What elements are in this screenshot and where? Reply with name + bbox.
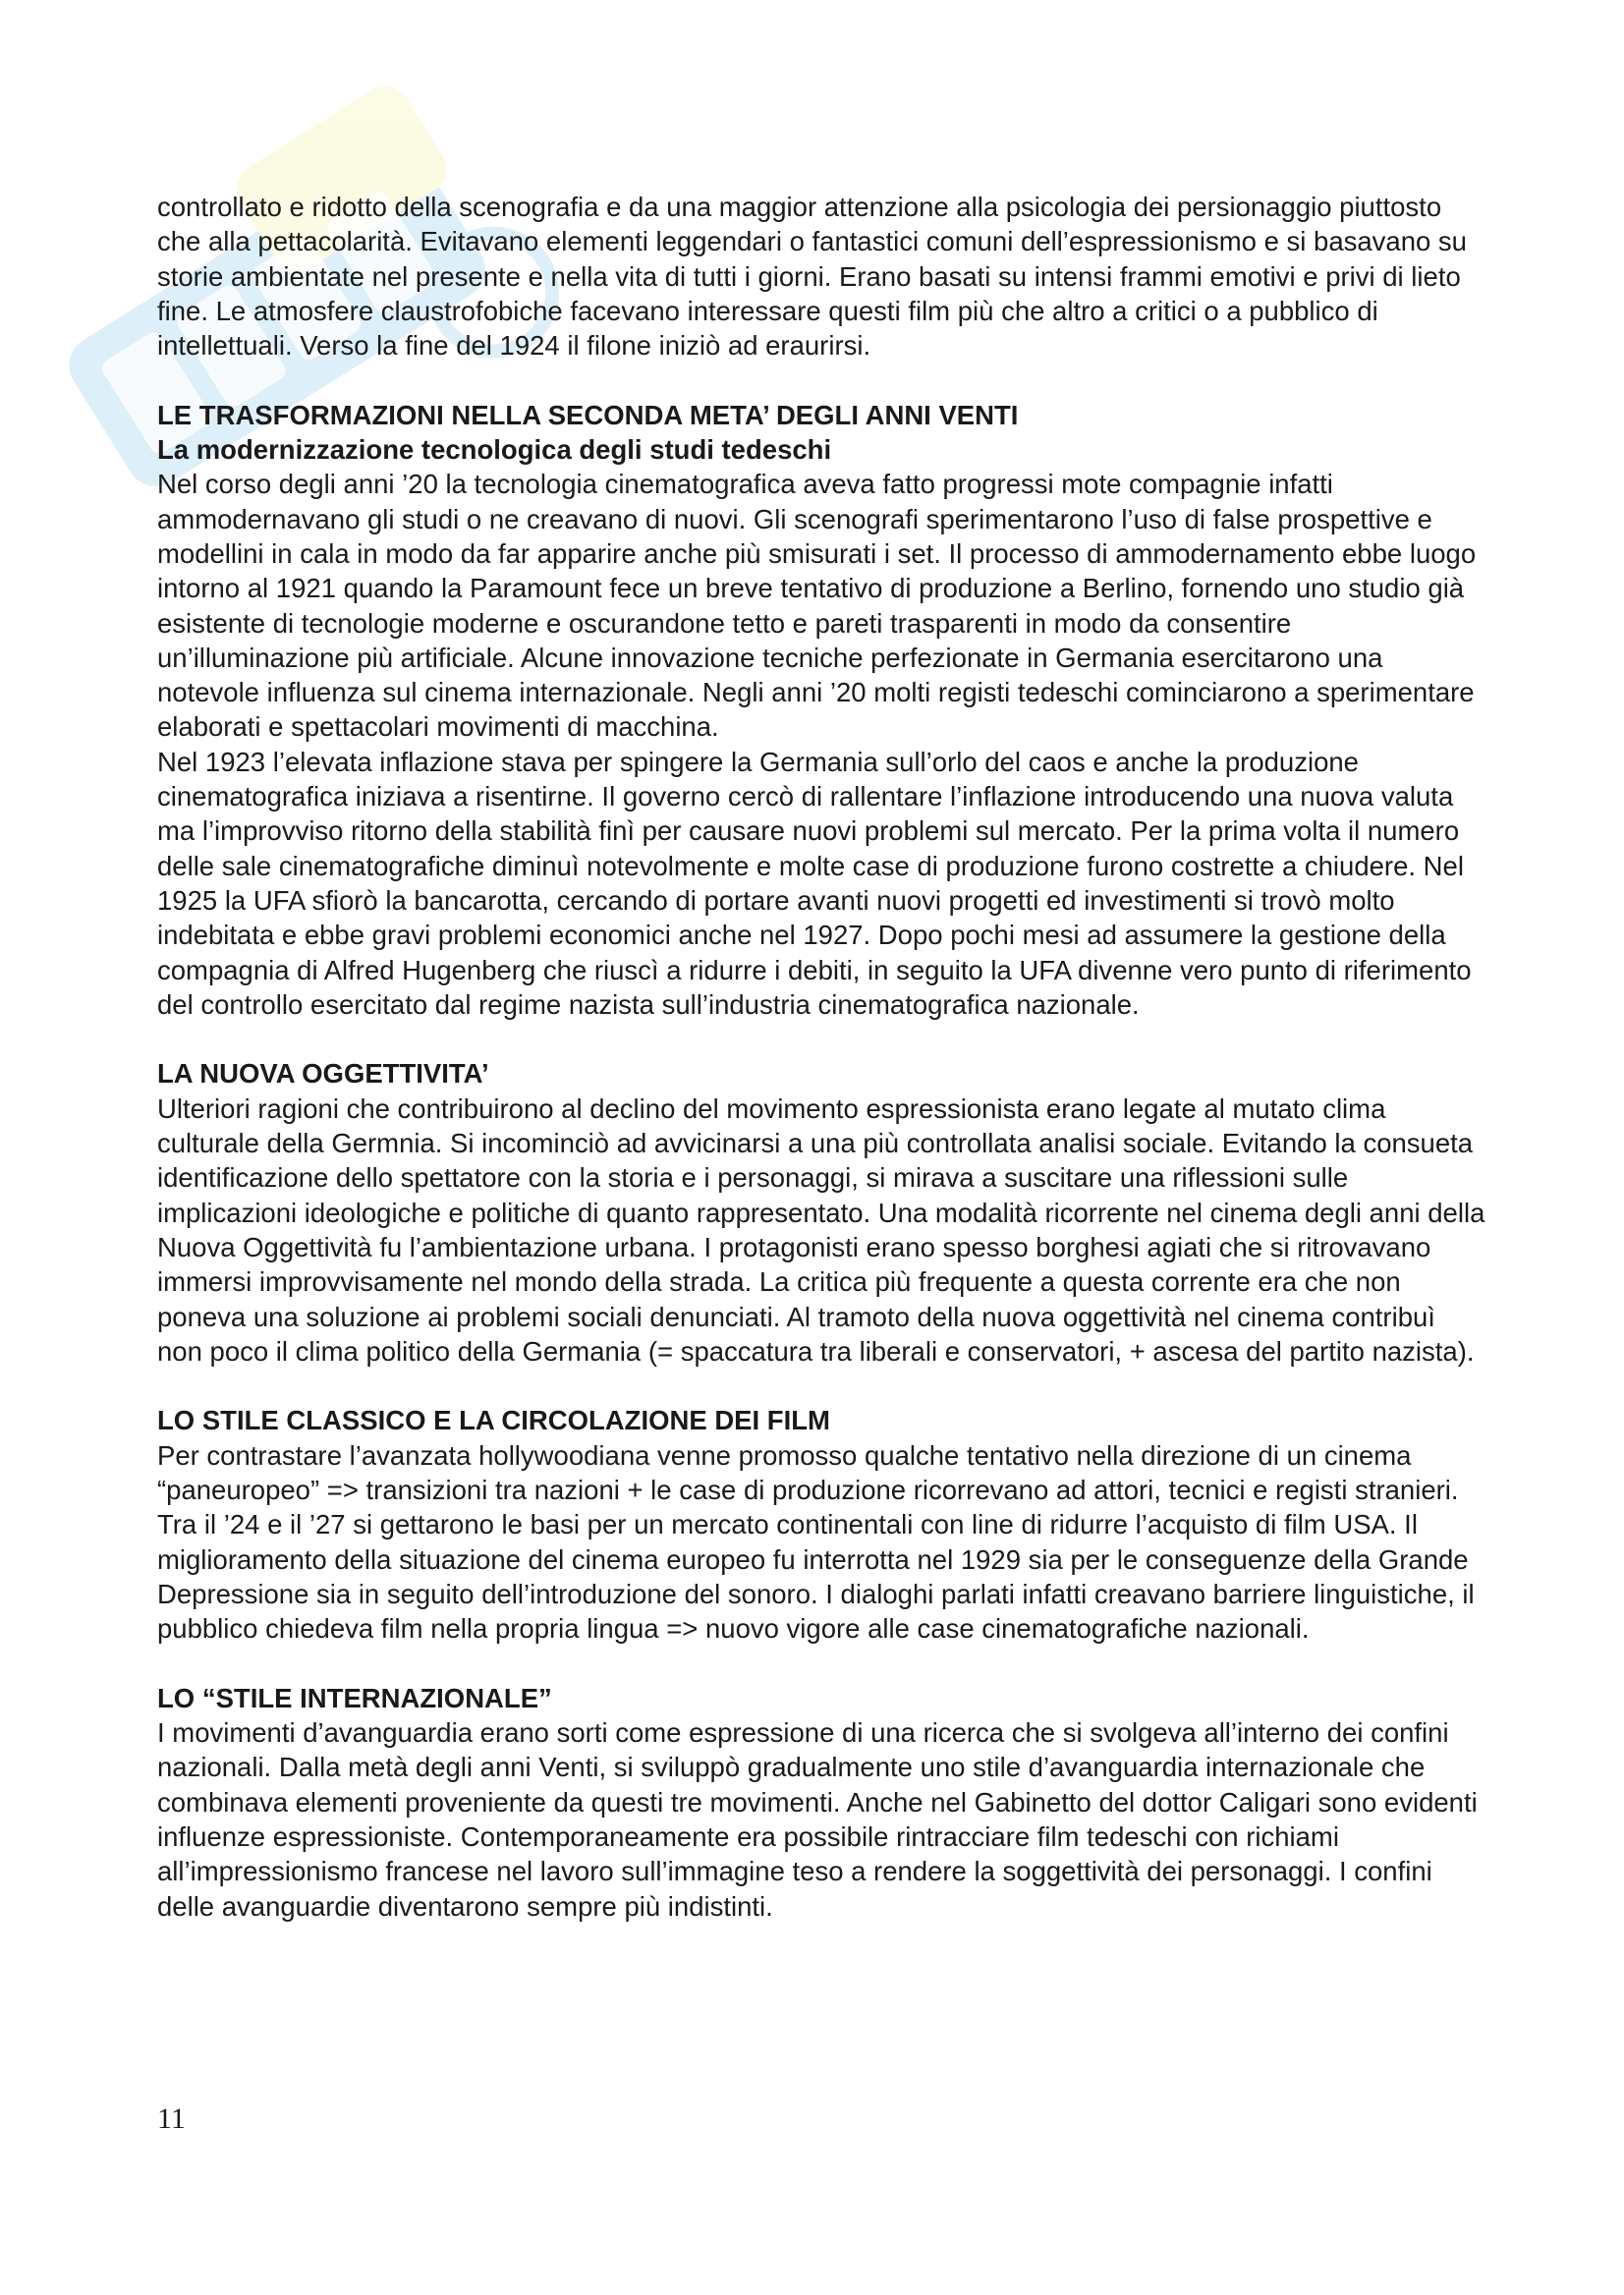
paragraph-inflazione: Nel 1923 l’elevata inflazione stava per spingere la Germania sull’orlo del caos e anche la produzione cinematografica iniziava a risentirne. Il governo cercò di rallentare l’inflazione introducendo una nuova valuta ma l’improvviso ritorno della stabilità finì per causare nuovi problemi sul mercato. Per la prima volta il numero delle sale cinematografiche diminuì notevolmente e molte case di produzione furono costrette a chiudere. Nel 1925 la UFA sfiorò la bancarotta, cercando di portare avanti nuovi progetti ed investimenti si trovò molto indebitata e ebbe gravi problemi economici anche nel 1927. Dopo pochi mesi ad assumere la gestione della compagnia di Alfred Hugenberg che riuscì a ridurre i debiti, in seguito la UFA divenne vero punto di riferimento del controllo esercitato dal regime nazista sull’industria cinematografica nazionale. (157, 746, 1472, 1020)
section-heading-nuova-oggettivita: LA NUOVA OGGETTIVITA’ (157, 1058, 489, 1090)
section-subheading-modernizzazione: La modernizzazione tecnologica degli studi tedeschi (157, 434, 832, 466)
intro-paragraph: controllato e ridotto della scenografia e da una maggior attenzione alla psicologia dei persionaggio piuttosto che alla pettacolarità. Evitavano elementi leggendari o fantastici comuni dell’espressionismo e si basavano su storie ambientate nel presente e nella vita di tutti i giorni. Erano basati su intensi frammi emotivi e privi di lieto fine. Le atmosfere claustrofobiche facevano interessare questi film più che altro a critici o a pubblico di intellettuali. Verso la fine del 1924 il filone iniziò ad eraurirsi. (157, 192, 1467, 362)
paragraph-stile-classico: Per contrastare l’avanzata hollywoodiana venne promosso qualche tentativo nella direzione di un cinema “paneuropeo” => transizioni tra nazioni + le case di produzione ricorrevano ad attori, tecnici e registi stranieri. Tra il ’24 e il ’27 si gettarono le basi per un mercato continentali con line di ridurre l’acquisto di film USA. Il miglioramento della situazione del cinema europeo fu interrotta nel 1929 sia per le conseguenze della Grande Depressione sia in seguito dell’introduzione del sonoro. I dialoghi parlati infatti creavano barriere linguistiche, il pubblico chiedeva film nella propria lingua => nuovo vigore alle case cinematografiche nazionali. (157, 1439, 1475, 1645)
spacer (157, 1646, 1485, 1680)
paragraph-modernizzazione: Nel corso degli anni ’20 la tecnologia cinematografica aveva fatto progressi mote compagnie infatti ammodernavano gli studi o ne creavano di nuovi. Gli scenografi sperimentarono l’uso di false prospettive e modellini in cala in modo da far apparire anche più smisurati i set. Il processo di ammodernamento ebbe luogo intorno al 1921 quando la Paramount fece un breve tentativo di produzione a Berlino, fornendo uno studio già esistente di tecnologie moderne e oscurandone tetto e pareti trasparenti in modo da consentire un’illuminazione più artificiale. Alcune innovazione tecniche perfezionate in Germania esercitarono una notevole influenza sul cinema internazionale. Negli anni ’20 molti registi tedeschi cominciarono a sperimentare elaborati e spettacolari movimenti di macchina. (157, 469, 1477, 743)
section-heading-stile-classico: LO STILE CLASSICO E LA CIRCOLAZIONE DEI FILM (157, 1405, 830, 1436)
spacer (157, 1022, 1485, 1056)
spacer (157, 363, 1485, 397)
paragraph-stile-internazionale: I movimenti d’avanguardia erano sorti come espressione di una ricerca che si svolgeva all’interno dei confini nazionali. Dalla metà degli anni Venti, si sviluppò gradualmente uno stile d’avanguardia internazionale che combinava elementi proveniente da questi tre movimenti. Anche nel Gabinetto del dottor Caligari sono evidenti influenze espressioniste. Contemporaneamente era possibile rintracciare film tedeschi con richiami all’impressionismo francese nel lavoro sull’immagine teso a rendere la soggettività dei personaggi. I confini delle avanguardie diventarono sempre più indistinti. (157, 1717, 1478, 1922)
section-heading-stile-internazionale: LO “STILE INTERNAZIONALE” (157, 1682, 552, 1713)
document-body (157, 190, 1485, 1924)
spacer (157, 1369, 1485, 1403)
paragraph-nuova-oggettivita: Ulteriori ragioni che contribuirono al declino del movimento espressionista erano legate al mutato clima culturale della Germnia. Si incominciò ad avvicinarsi a una più controllata analisi sociale. Evitando la consueta identificazione dello spettatore con la storia e i personaggi, si mirava a suscitare una riflessioni sulle implicazioni ideologiche e politiche di quanto rappresentato. Una modalità ricorrente nel cinema degli anni della Nuova Oggettività fu l’ambientazione urbana. I protagonisti erano spesso borghesi agiati che si ritrovavano immersi improvvisamente nel mondo della strada. La critica più frequente a questa corrente era che non poneva una soluzione ai problemi sociali denunciati. Al tramoto della nuova oggettività nel cinema contribuì non poco il clima politico della Germania (= spaccatura tra liberali e conservatori, + ascesa del partito nazista). (157, 1092, 1485, 1367)
page-number: 11 (157, 2102, 186, 2135)
section-heading-trasformazioni: LE TRASFORMAZIONI NELLA SECONDA META’ DEGLI ANNI VENTI (157, 399, 1019, 430)
